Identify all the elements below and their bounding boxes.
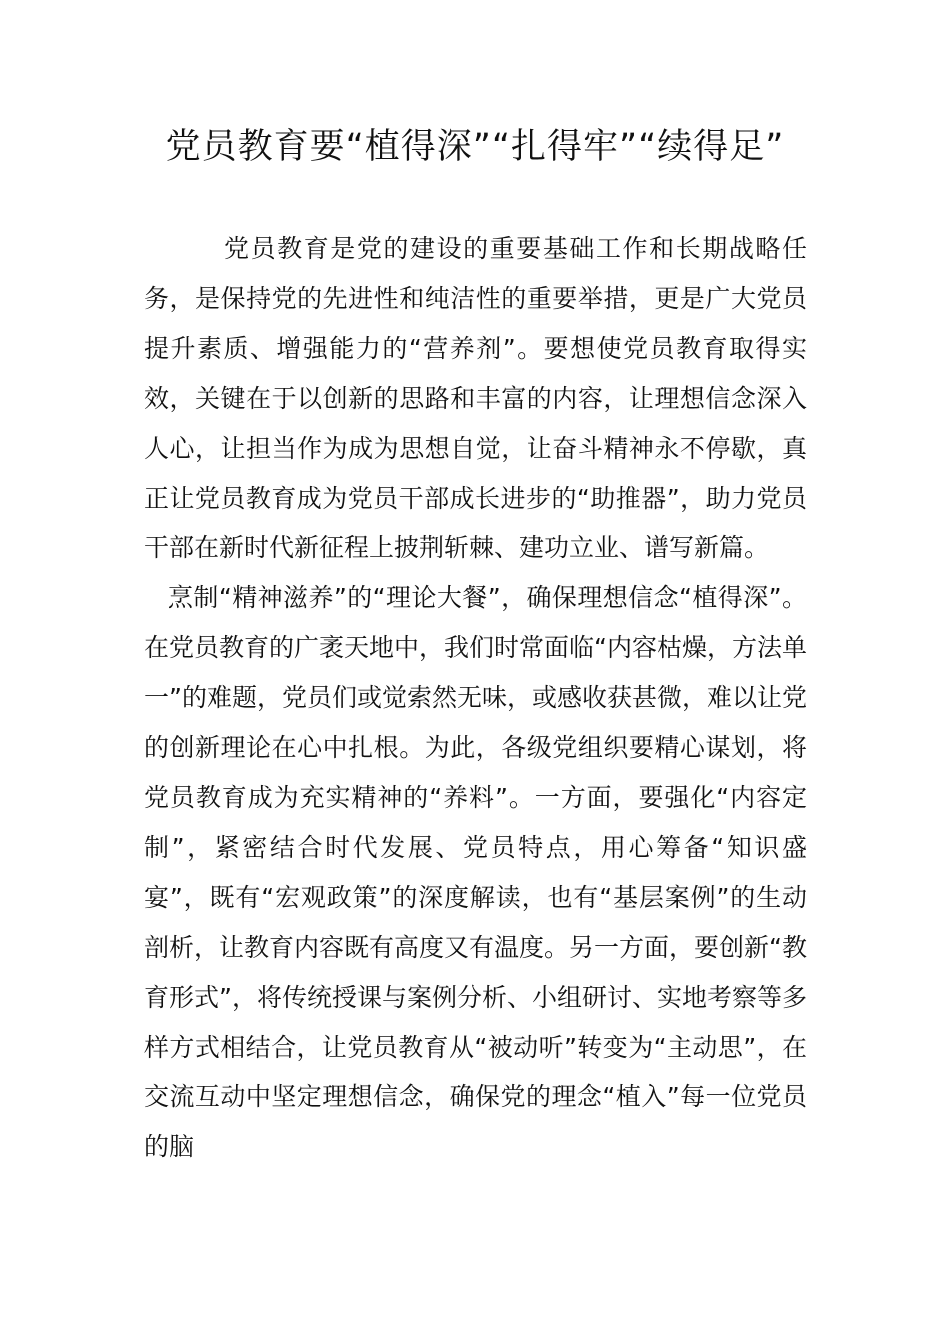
document-body <box>144 224 807 1172</box>
paragraph-theory-meal: 烹制“精神滋养”的“理论大餐”，确保理想信念“植得深”。在党员教育的广袤天地中，我们时常面临“内容枯燥，方法单一”的难题，党员们或觉索然无味，或感收获甚微，难以让党的创新理论在心中扎根。为此，各级党组织要精心谋划，将党员教育成为充实精神的“养料”。一方面，要强化“内容定制”，紧密结合时代发展、党员特点，用心筹备“知识盛宴”，既有“宏观政策”的深度解读，也有“基层案例”的生动剖析，让教育内容既有高度又有温度。另一方面，要创新“教育形式”，将传统授课与案例分析、小组研讨、实地考察等多样方式相结合，让党员教育从“被动听”转变为“主动思”，在交流互动中坚定理想信念，确保党的理念“植入”每一位党员的脑 <box>144 583 807 1162</box>
paragraph-intro: 党员教育是党的建设的重要基础工作和长期战略任务，是保持党的先进性和纯洁性的重要举措，更是广大党员提升素质、增强能力的“营养剂”。要想使党员教育取得实效，关键在于以创新的思路和丰富的内容，让理想信念深入人心，让担当作为成为思想自觉，让奋斗精神永不停歇，真正让党员教育成为党员干部成长进步的“助推器”，助力党员干部在新时代新征程上披荆斩棘、建功立业、谱写新篇。 <box>144 234 807 563</box>
document-title: 党员教育要“植得深”“扎得牢”“续得足” <box>165 127 785 167</box>
